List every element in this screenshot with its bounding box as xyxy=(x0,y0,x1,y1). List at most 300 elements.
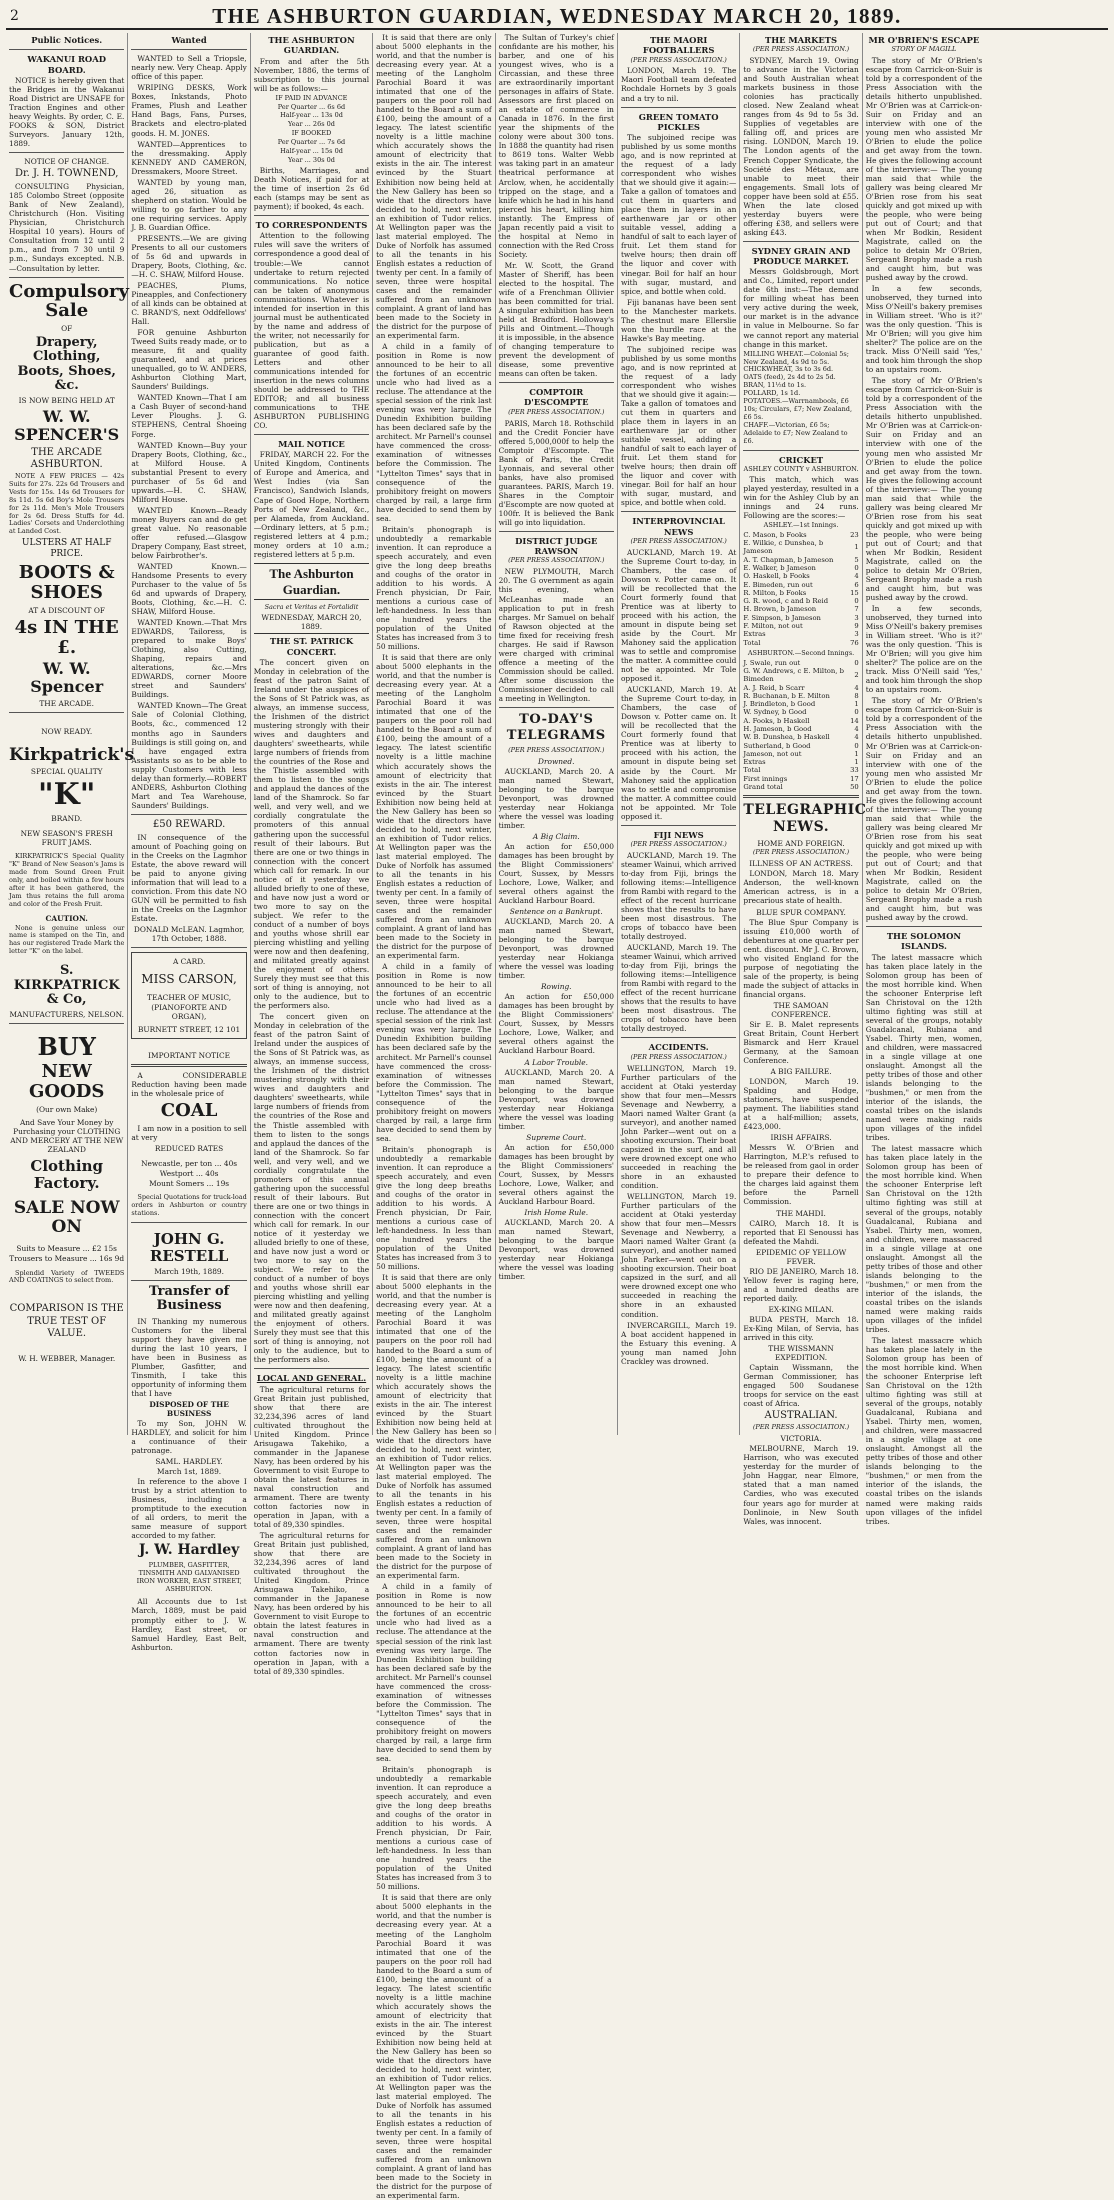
price-row: CHICKWHEAT, 3s to 3s 6d. xyxy=(743,365,834,374)
score-row xyxy=(743,708,858,716)
reward-body: IN consequence of the amount of Poaching going on in the Creeks on the Lagmhor Estate, the above reward will be paid to anyone giving information that will lead to a conviction. From this date NO GUN will be permitted to fish in the Creeks on the Lagmhor Estate. xyxy=(131,832,247,924)
article-source: (PER PRESS ASSOCIATION.) xyxy=(752,848,850,857)
article-title: THE ST. PATRICK CONCERT. xyxy=(269,636,354,657)
score-cell: 23 xyxy=(850,530,859,539)
article-body: The Sultan of Turkey's chief confidante are his mother, his barber, and one of his youngest wives, who is a Circassian, and these three are extraordinarily important personages in affairs of State. Assessors are first placed on an estate of commerce in Canada in 1876. In the first year the shipments of the colony were about 300 tons. In 1888 the quantity had risen to 8619 tons. Walter Webb was taking part in an amateur theatrical performance at Arclow, when, he accidentally tripped on the stage, and a knife which he had in his hand pierced his heart, killing him instantly. The Empress of Japan recently paid a visit to the hospital at Nemo in connection with the Red Cross Society. xyxy=(498,33,614,259)
article-source: (PER PRESS ASSOCIATION.) xyxy=(752,45,850,54)
article-body: AUCKLAND, March 19. The steamer Wainui, which arrived to-day from Fiji, brings the following items:—Intelligence from Rambi with regard to the effect of the recent hurricane shows that the results to have been most disastrous. The crops of tobacco have been totally destroyed. xyxy=(620,943,737,1034)
ad-headline: NEW GOODS xyxy=(29,1061,105,1103)
telegrams-head: TO-DAY'S TELEGRAMS xyxy=(506,711,606,743)
ad-headline: J. W. Hardley xyxy=(138,1542,240,1559)
article-source: (PER PRESS ASSOCIATION.) xyxy=(508,556,605,565)
notice-title: IMPORTANT NOTICE xyxy=(148,1051,231,1061)
score-cell: 17 xyxy=(850,774,859,783)
score-cell: 1 xyxy=(854,749,859,758)
score-cell: 9 xyxy=(854,621,859,630)
score-row xyxy=(743,667,858,684)
article-body: Britain's phonograph is undoubtedly a remarkable invention. It can reproduce a speech accurately, and even give the long deep breaths and coughs of the orator in addition to his words. A French physician, Dr Fair, mentions a curious case of left-handedness. In less than one hundred years the population of the United States has increased from 3 to 50 millions. xyxy=(376,1144,492,1272)
music-card xyxy=(131,952,246,1039)
classified-ad: WANTED to Sell a Triopsle, nearly new. Very Cheap. Apply office of this paper. xyxy=(131,54,247,82)
notice-body: IN Thanking my numerous Customers for the liberal support they have given me during the last 10 years, I have been in Business as Plumber, Gasfitter, and Tinsmith, I take this opportunity of informing them that I have xyxy=(131,1316,247,1398)
score-cell: J. Swale, run out xyxy=(743,658,801,667)
section-head: THE ASHBURTON GUARDIAN. xyxy=(268,35,355,56)
article-source: (PER PRESS ASSOCIATION.) xyxy=(630,839,727,848)
reward-signature: DONALD McLEAN. Lagmhor, 17th October, 1888. xyxy=(133,925,245,944)
notice-title: WAKANUI ROAD BOARD. xyxy=(27,54,106,75)
section-body: Attention to the following rules will save the writers of correspondence a good deal of trouble:—We cannot undertake to return rejected communications. No notice can be taken of anonymous communications. Whatever is intended for insertion in this journal must be authenticated by the name and address of the writer, not necessarily for publication, but as a guarantee of good faith. Letters and other communications intended for insertion in the news columns should be addressed to THE EDITOR; and all business communications to THE ASHBURTON PUBLISHING CO. xyxy=(253,231,370,431)
article-body: LONDON, March 19. The Maori Football team defeated Rochdale Hornets by 3 goals and a try to nil. xyxy=(620,66,737,103)
ad-text: AT A DISCOUNT OF xyxy=(28,605,106,615)
score-cell: Extras xyxy=(743,630,766,639)
ad-headline: Clothing Factory. xyxy=(30,1157,103,1192)
article-body: SYDNEY, March 19. Owing to advance in the Victorian and South Australian wheat markets business in those colonies has practically closed. New Zealand wheat ranges from 4s 9d to 5s 3d. Supplies of vegetables are falling off, and prices are rising. LONDON, March 19. The London agents of the French Copper Syndicate, the Société des Métaux, are unable to meet their engagements. Small lots of copper have been sold at £55. When the late closed yesterday buyers were offering £38, and sellers were asking £43. xyxy=(743,56,859,237)
rate-row: IF BOOKED xyxy=(291,129,332,138)
article-source: (PER PRESS ASSOCIATION.) xyxy=(752,1423,850,1432)
article-body: The latest massacre which has taken place lately in the Solomon group has been of the most horrible kind. When the schooner Enterprise left San Christoval on the 12th ultimo fighting was still at several of the groups, notably Guadalcanal, Rubiana and Ysabel. Thirty men, women, and children, were massacred in a single village at one onslaught. Amongst all the petty tribes of those and other islands belonging to the "bushmen," or men from the interior of the islands, the coastal tribes on the islands named were making raids upon villages of the infidel tribes. xyxy=(865,1335,983,1526)
price-row: BRAN, 11½d to 1s. xyxy=(743,381,807,390)
article-body: An action for £50,000 damages has been brought by the Blight Commissioners' Court, Sussex, by Messrs Lochore, Lowe, Walker, and several others against the Auckland Harbour Board. xyxy=(498,992,614,1056)
score-cell: F. Milton, not out xyxy=(743,621,803,630)
ad-text: BRAND. xyxy=(51,813,83,823)
score-row xyxy=(743,531,858,539)
score-cell: 76 xyxy=(850,638,859,647)
ad-text: OF xyxy=(61,324,73,334)
classified-ad: WANTED—Apprentices to the dressmaking. Apply KENNEDY AND CAMERON, Dressmakers, Moore Street. xyxy=(131,139,247,176)
score-cell: 50 xyxy=(850,782,859,791)
score-cell: Grand total xyxy=(743,782,783,791)
scorecard-ashley xyxy=(743,531,858,647)
score-cell: Sutherland, b Good xyxy=(743,741,811,750)
column-8 xyxy=(863,33,985,1526)
article-body: An action for £50,000 damages has been brought by the Blight Commissioners' Court, Sussex, by Messrs Lochore, Lowe, Walker, and several others against the Auckland Harbour Board. xyxy=(498,1142,614,1206)
ad-text: DISPOSED OF THE BUSINESS xyxy=(149,1399,229,1418)
article-body: The story of Mr O'Brien's escape from Carrick-on-Suir is told by a correspondent of the Press Association with the details hitherto unpublished. Mr O'Brien was at Carrick-on-Suir on Friday and an interview with one of the young men who assisted Mr O'Brien to elude the police and get away from the town. He gives the following account of the interview:— The young man said that while the gallery was being cleared Mr O'Brien rose from his seat quickly and got mixed up with the people, who were being put out of Court; and that when Mr Bodkin, Resident Magistrate, called on the police to detain Mr O'Brien, Sergeant Brophy made a rush and caught him, but was pushed away by the crowd. xyxy=(865,376,983,603)
ad-body: Splendid Variety of TWEEDS AND COATINGS to select from. xyxy=(9,1268,125,1285)
ad-headline: BOOTS & SHOES xyxy=(18,562,115,604)
article-body: Messrs W. O'Brien and Harrington, M.P.'s refused to be released from gaol in order to prepare their defence to the charges laid against them before the Parnell Commission. xyxy=(743,1143,859,1207)
article-body: INVERCARGILL, March 19. A boat accident happened in the Estuary this evening. A young man named John Crackley was drowned. xyxy=(620,1320,737,1366)
notice-title: NOTICE OF CHANGE. xyxy=(24,157,110,166)
article-body: The latest massacre which has taken place lately in the Solomon group has been of the most horrible kind. When the schooner Enterprise left San Christoval on the 12th ultimo fighting was still at several of the groups, notably Guadalcanal, Rubiana and Ysabel. Thirty men, women, and children, were massacred in a single village at one onslaught. Amongst all the petty tribes of those and other islands belonging to the "bushmen," or men from the interior of the islands, the coastal tribes on the islands named were making raids upon villages of the infidel tribes. xyxy=(865,952,983,1143)
scorecard-ashburton xyxy=(743,659,858,792)
score-cell: E. Bimeden, run out xyxy=(743,580,813,589)
column-2 xyxy=(128,33,250,1652)
score-cell: W. B. Dunshea, b Haskell xyxy=(743,733,830,742)
score-cell: 4 xyxy=(854,725,859,733)
classified-ad: WANTED by young man, aged 26, situation as shepherd on station. Would be willing to go farther to any one requiring services. Apply J. B. Guardian Office. xyxy=(131,177,247,232)
score-cell: 5 xyxy=(854,555,859,564)
ad-text: IS NOW BEING HELD AT xyxy=(18,396,115,406)
article-body: Sir E. B. Malet represents Great Britain, Count Herbert Bismarck and Herr Krauel Germany, at the Samoan Conference. xyxy=(743,1019,859,1066)
score-cell: 8 xyxy=(854,691,859,700)
newspaper-title: THE ASHBURTON GUARDIAN, WEDNESDAY MARCH 20, 1889. xyxy=(212,4,902,28)
subhead: A Labor Trouble. xyxy=(524,1057,589,1067)
article-body: BUDA PESTH, March 18. Ex-King Milan, of Servia, has arrived in this city. xyxy=(743,1314,859,1342)
article-title: DISTRICT JUDGE RAWSON xyxy=(515,535,598,557)
subhead: Rowing. xyxy=(540,982,572,992)
article-body: AUCKLAND, March 20. A man named Stewart, belonging to the barque Devonport, was drowned yesterday near Hokianga where the vessel was loading timber. xyxy=(498,1067,614,1131)
article-body: Britain's phonograph is undoubtedly a remarkable invention. It can reproduce a speech accurately, and even give the long deep breaths and coughs of the orator in addition to his words. A French physician, Dr Fair, mentions a curious case of left-handedness. In less than one hundred years the population of the United States has increased from 3 to 50 millions. xyxy=(376,1764,492,1892)
ad-text: SPECIAL QUALITY xyxy=(30,767,103,777)
section-body: FRIDAY, MARCH 22. For the United Kingdom, Continents of Europe and America, and West Indies (via San Francisco), Sandwich Islands, Cape of Good Hope, Northern Ports of New Zealand, &c., per Alameda, from Auckland.—Ordinary letters, at 5 p.m.; registered letters at 4 p.m.; money orders at 10 a.m.; registered letters at 5 p.m. xyxy=(253,450,370,559)
article-body: AUCKLAND, March 20. A man named Stewart, belonging to the barque Devonport, was drowned yesterday near Hokianga where the vessel was loading timber. xyxy=(498,766,614,830)
article-source: (PER PRESS ASSOCIATION.) xyxy=(508,407,605,416)
score-cell: G. R. wood, c and b Reid xyxy=(743,597,829,606)
rate-row: Mount Somers ... 19s xyxy=(149,1179,230,1189)
classified-ad: WANTED Known.—Handsome Presents to every Purchaser to the value of 5s 6d and upwards of Drapery, Boots, Clothing, &c.—H. C. SHAW, Milford House. xyxy=(131,561,247,617)
score-row xyxy=(743,692,858,700)
ad-body: None is genuine unless our name is stamped on the Tin, and has our registered Trade Mark the letter "K" on the label. xyxy=(9,923,125,956)
article-body: AUCKLAND, March 19. At the Supreme Court to-day, in Chambers, the case of Dowson v. Potter came on. It will be recollected that the Court formerly found that Prentice was at liberty to proceed with his action, the amount in dispute being set aside by the Court. Mr Mahoney said the application was to settle and compromise the matter. A committee could not be appointed. Mr Tole opposed it. xyxy=(620,547,737,684)
ad-text: CAUTION. xyxy=(45,914,88,924)
score-row xyxy=(743,700,858,708)
classified-ad: WANTED Known—The Great Sale of Colonial Clothing, Boots, &c., commenced 12 months ago in Saunders Buildings is still going on, and I have engaged extra Assistants so as to be able to supply Customers with less delay than formerly.—ROBERT ANDERS, Ashburton Clothing Mart and Tea Warehouse, Saunders' Buildings. xyxy=(131,701,247,810)
score-cell: 4 xyxy=(854,733,859,742)
score-cell: 0 xyxy=(854,658,859,667)
article-body: Messrs Goldsbrough, Mort and Co., Limited, report under date 6th inst:—The demand for milling wheat has been very active during the week, our market is in the advance in value in Melbourne. So far we cannot report any material change in this market. xyxy=(743,267,859,349)
score-cell: E. Wilkie, c Dunshea, b Jameson xyxy=(743,539,824,556)
card-text: TEACHER OF MUSIC, xyxy=(147,993,232,1002)
ad-headline: S. KIRKPATRICK & Co, xyxy=(13,963,120,1007)
rate-row: IF PAID IN ADVANCE xyxy=(275,93,348,102)
score-cell: 1 xyxy=(854,543,859,552)
score-row xyxy=(743,750,858,758)
score-row xyxy=(743,783,858,791)
article-body: A child in a family of position in Rome is now announced to be heir to all the fortunes of an eccentric uncle who had lived as a recluse. The attendance at the special session of the rink last evening was very large. The Dunedin Exhibition building has been declared safe by the architect. Mr Parnell's counsel have commenced the cross-examination of witnesses before the Commission. The "Lyttelton Times" says that in consequence of the prohibitory freight on mowers charged by rail, a large firm have decided to send them by sea. xyxy=(376,962,492,1143)
article-body: The subjoined recipe was published by us some months ago, and is now reprinted at the request of a lady correspondent who wishes that we should give it again:—Take a gallon of tomatoes and cut them in quarters and place them in layers in an earthenware jar or other suitable vessel, adding a handful of salt to each layer of fruit. Let them stand for twelve hours; then drain off the liquor and cover with vinegar. Boil for half an hour with sugar, mustard, and spice, and bottle when cold. xyxy=(620,133,737,296)
rate-row: Year ... 26s 0d xyxy=(288,120,335,129)
score-cell: Total xyxy=(743,766,761,775)
section-head: Wanted xyxy=(171,35,207,45)
score-cell: A. Fooks, b Haskell xyxy=(743,716,810,725)
rate-row: Half-year ... 15s 0d xyxy=(280,147,343,156)
score-cell: W. Sydney, b Good xyxy=(743,708,807,717)
article-body: WELLINGTON, March 19. Further particulars of the accident at Otaki yesterday show that four men—Messrs Sevenage and Newberry, a Maori named Walter Grant (a surveyor), and another named John Parker—went out on a shooting excursion. Their boat capsized in the surf, and all were drowned except one who succeeded in reaching the shore in an exhausted condition. xyxy=(620,1192,737,1319)
article-body: RIO DE JANEIRO, March 18. Yellow fever is raging here, and a hundred deaths are reported daily. xyxy=(743,1266,859,1303)
telegraphic-head: TELEGRAPHIC NEWS. xyxy=(743,802,867,836)
section-head: MAIL NOTICE xyxy=(278,439,345,450)
score-row xyxy=(743,758,858,766)
ad-headline: W. W. SPENCER'S xyxy=(14,407,120,444)
innings-head: ASHBURTON.—Second Innings. xyxy=(747,648,855,657)
score-cell: C. Mason, b Fooks xyxy=(743,530,807,539)
score-cell: 4 xyxy=(854,572,859,581)
price-row: MILLING WHEAT.—Colonial 5s; New Zealand, 4s 9d to 5s. xyxy=(743,349,849,366)
subhead: AUSTRALIAN. xyxy=(764,1410,838,1422)
score-row xyxy=(743,614,858,622)
score-cell: 0 xyxy=(854,597,859,606)
price-row: POTATOES.—Warrnambools, £6 10s; Circulars, £7; New Zealand, £6 5s. xyxy=(743,397,853,421)
article-body: LONDON, March 19. Spalding and Hodge, stationers, have suspended payment. The liabilities stand at a half-million; assets, £423,000. xyxy=(743,1077,859,1132)
column-5 xyxy=(496,33,618,1435)
score-cell: 2 xyxy=(854,671,859,680)
notice-body: In reference to the above I trust by a strict attention to Business, including a promptitude to the execution of all orders, to merit the same measure of support accorded to my father. xyxy=(131,1477,247,1541)
notice-body: CONSULTING Physician, 185 Colombo Street (opposite Bank of New Zealand), Christchurch (Hon. Visiting Physician, Christchurch Hospital 10 years). Hours of Consultation from 12 until 2 p.m., and from 7 30 until 9 p.m., Sundays excepted. N.B.—Consultation by letter. xyxy=(9,182,125,273)
subhead: A Big Claim. xyxy=(532,831,580,841)
article-body: The story of Mr O'Brien's escape from Carrick-on-Suir is told by a correspondent of the Press Association with the details hitherto unpublished. Mr O'Brien was at Carrick-on-Suir on Friday and an interview with one of the young men who assisted Mr O'Brien to elude the police and get away from the town. He gives the following account of the interview:— The young man said that while the gallery was being cleared Mr O'Brien rose from his seat quickly and got mixed up with the people, who were being put out of Court; and that when Mr Bodkin, Resident Magistrate, called on the police to detain Mr O'Brien, Sergeant Brophy made a rush and caught him, but was pushed away by the crowd. xyxy=(865,56,983,282)
subhead: ILLNESS OF AN ACTRESS. xyxy=(749,859,853,869)
article-body: WELLINGTON, March 19. Further particulars of the accident at Otaki yesterday show that four men—Messrs Sevenage and Newberry, a Maori named Walter Grant (a surveyor), and another named John Parker—went out on a shooting excursion. Their boat capsized in the surf, and all were drowned except one who succeeded in reaching the shore in an exhausted condition. xyxy=(620,1063,737,1191)
article-body: It is said that there are only about 5000 elephants in the world, and that the number is decreasing every year. At a meeting of the Langholm Parochial Board it was intimated that one of the paupers on the poor roll had handed to the Board a sum of £100, being the amount of a legacy. The latest scientific novelty is a little machine which accurately shows the amount of electricity that exists in the air. The interest evinced by the Stuart Exhibition now being held at the New Gallery has been so wide that the directors have decided to hold, next winter, an exhibition of Tudor relics. At Wellington paper was the last material employed. The Duke of Norfolk has assumed to all the tenants in his English estates a reduction of twenty per cent. In a family of seven, three were hospital cases and the remainder suffered from an unknown complaint. A grant of land has been made to the Society in the district for the purpose of an experimental farm. xyxy=(376,33,492,341)
article-body: AUCKLAND, March 20. A man named Stewart, belonging to the barque Devonport, was drowned yesterday near Hokianga where the vessel was loading timber. xyxy=(498,1218,614,1282)
score-row xyxy=(743,742,858,750)
subhead: THE WISSMANN EXPEDITION. xyxy=(768,1343,834,1362)
rate-row: Half-year ... 13s 0d xyxy=(280,111,343,120)
article-title: FIJI NEWS xyxy=(653,829,704,840)
score-row xyxy=(743,766,858,774)
ad-headline: SALE NOW ON xyxy=(13,1198,120,1237)
ad-text: MANUFACTURERS, NELSON. xyxy=(9,1010,124,1020)
rate-row: Per Quarter ... 6s 6d xyxy=(277,102,346,111)
subhead: IRISH AFFAIRS. xyxy=(770,1133,832,1143)
ad-text: Trousers to Measure ... 16s 9d xyxy=(9,1254,125,1264)
newspaper-page xyxy=(6,4,1108,2200)
rate-row: Westport ... 40s xyxy=(159,1169,219,1179)
article-title: SYDNEY GRAIN AND PRODUCE MARKET. xyxy=(751,245,851,267)
rate-row: Newcastle, per ton ... 40s xyxy=(141,1159,238,1169)
article-subtitle: STORY OF MAGILL xyxy=(891,45,957,54)
subhead: Sentence on a Bankrupt. xyxy=(509,907,603,917)
score-cell: E. Walker, b Jameson xyxy=(743,564,816,573)
match-title: ASHLEY COUNTY v ASHBURTON. xyxy=(743,464,859,473)
score-row xyxy=(743,733,858,741)
card-text: (PIANOFORTE AND ORGAN), xyxy=(151,1003,227,1022)
subhead: Irish Home Rule. xyxy=(524,1208,589,1218)
ad-text: REDUCED RATES xyxy=(154,1144,224,1154)
score-row xyxy=(743,597,858,605)
score-cell: 0 xyxy=(854,564,859,573)
article-body: AUCKLAND, March 19. The steamer Wainui, which arrived to-day from Fiji, brings the following items:—Intelligence from Rambi with regard to the effect of the recent hurricane shows that the results to have been most disastrous. The crops of tobacco have been totally destroyed. xyxy=(620,850,737,942)
price-row: POLLARD, 1s 1d. xyxy=(743,389,801,398)
score-cell: F. Simpson, b Jameson xyxy=(743,613,821,622)
subhead: Supreme Court. xyxy=(526,1132,587,1142)
score-cell: R. Milton, b Fooks xyxy=(743,588,807,597)
classified-ad: PEACHES, Plums, Pineapples, and Confectionery of all kinds can be obtained at C. BRAND'S, next Oddfellows' Hall. xyxy=(131,281,247,327)
article-body: PARIS, March 18. Rothschild and the Credit Foncier have offered 5,000,000f to help the Comptoir d'Escompte. The Bank of Paris, the Credit Lyonnais, and several other banks, have also promised guarantees. PARIS, March 19. Shares in the Comptoir d'Escompte are now quoted at 100fr. It is believed the Bank will go into liquidation. xyxy=(498,418,614,527)
score-row xyxy=(743,564,858,572)
subhead: Drowned. xyxy=(538,756,575,766)
column-6 xyxy=(618,33,740,1435)
notice-body: Special Quotations for truck-load orders in Ashburton or country stations. xyxy=(131,1193,247,1218)
notice-body: All Accounts due to 1st March, 1889, must be paid promptly either to J. W. Hardley, East street, or Samuel Hardley, East Belt, Ashburton. xyxy=(131,1597,247,1652)
section-head: Public Notices. xyxy=(31,35,103,45)
ad-headline: Transfer of Business xyxy=(148,1284,230,1314)
classified-ad: PRESENTS.—We are giving Presents to all our customers of 5s 6d and upwards in Drapery, Boots, Clothing, &c.—H. C. SHAW, Milford House. xyxy=(131,233,247,279)
article-title: COMPTOIR D'ESCOMPTE xyxy=(524,387,589,408)
ad-headline: JOHN G. RESTELL xyxy=(149,1230,229,1265)
motto: Sacra et Veritas et Fortalidit xyxy=(264,603,359,612)
column-3 xyxy=(251,33,373,1676)
score-cell: J. Brindleton, b Good xyxy=(743,700,816,709)
score-row xyxy=(743,622,858,630)
article-body: An action for £50,000 damages has been brought by the Blight Commissioners' Court, Sussex, by Messrs Lochore, Lowe, Walker, and several others against the Auckland Harbour Board. xyxy=(498,841,614,905)
article-body: MELBOURNE, March 19. Harrison, who was executed yesterday for the murder of John Haggar, near Elmore, stated that a man named Cardies, who was executed four years ago for murder at Donlinoie, in New South Wales, was innocent. xyxy=(743,1444,859,1526)
article-body: It is said that there are only about 5000 elephants in the world, and that the number is decreasing every year. At a meeting of the Langholm Parochial Board it was intimated that one of the paupers on the poor roll had handed to the Board a sum of £100, being the amount of a legacy. The latest scientific novelty is a little machine which accurately shows the amount of electricity that exists in the air. The interest evinced by the Stuart Exhibition now being held at the New Gallery has been so wide that the directors have decided to hold, next winter, an exhibition of Tudor relics. At Wellington paper was the last material employed. The Duke of Norfolk has assumed to all the tenants in his English estates a reduction of twenty per cent. In a family of seven, three were hospital cases and the remainder suffered from an unknown complaint. A grant of land has been made to the Society in the district for the purpose of an experimental farm. xyxy=(376,1273,492,1581)
article-body: The subjoined recipe was published by us some months ago, and is now reprinted at the request of a lady correspondent who wishes that we should give it again:—Take a gallon of tomatoes and cut them in quarters and place them in layers in an earthenware jar or other suitable vessel, adding a handful of salt to each layer of fruit. Let them stand for twelve hours; then drain off the liquor and cover with vinegar. Boil for half an hour with sugar, mustard, and spice, and bottle when cold. xyxy=(620,344,737,508)
terms-note: Births, Marriages, and Death Notices, if paid for at the time of insertion 2s 6d each (stamps may be sent as payment); if booked, 4s each. xyxy=(253,166,370,212)
ad-signature: SAML. HARDLEY. xyxy=(155,1457,223,1467)
score-cell: G. W. Andrews, c E. Milton, b Bimeden xyxy=(743,667,844,684)
score-row xyxy=(743,775,858,783)
score-cell: H. Brown, b Jameson xyxy=(743,605,817,614)
notice-body: NOTICE is hereby given that the Bridges in the Wakanui Road District are UNSAFE for Traction Engines and other heavy Weights. By order, C. E. FOOKS & SON, District Surveyors. January 12th, 1889. xyxy=(9,75,125,148)
article-body: A child in a family of position in Rome is now announced to be heir to all the fortunes of an eccentric uncle who had lived as a recluse. The attendance at the special session of the rink last evening was very large. The Dunedin Exhibition building has been declared safe by the architect. Mr Parnell's counsel have commenced the cross-examination of witnesses before the Commission. The "Lyttelton Times" says that in consequence of the prohibitory freight on mowers charged by rail, a large firm have decided to send them by sea. xyxy=(376,342,492,523)
article-body: Britain's phonograph is undoubtedly a remarkable invention. It can reproduce a speech accurately, and even give the long deep breaths and coughs of the orator in addition to his words. A French physician, Dr Fair, mentions a curious case of left-handedness. In less than one hundred years the population of the United States has increased from 3 to 50 millions. xyxy=(376,524,492,652)
score-cell: A. T. Chapman, b Jameson xyxy=(743,555,834,564)
score-cell: 6 xyxy=(854,580,859,589)
score-row xyxy=(743,556,858,564)
score-cell: 0 xyxy=(854,741,859,750)
article-body: The story of Mr O'Brien's escape from Carrick-on-Suir is told by a correspondent of the Press Association with the details hitherto unpublished. Mr O'Brien was at Carrick-on-Suir on Friday and an interview with one of the young men who assisted Mr O'Brien to elude the police and get away from the town. He gives the following account of the interview:— The young man said that while the gallery was being cleared Mr O'Brien rose from his seat quickly and got mixed up with the people, who were being put out of Court; and that when Mr Bodkin, Resident Magistrate, called on the police to detain Mr O'Brien, Sergeant Brophy made a rush and caught him, but was pushed away by the crowd. xyxy=(865,696,983,923)
card-address: BURNETT STREET, 12 101 xyxy=(137,1025,241,1035)
masthead xyxy=(6,4,1108,30)
score-cell: First innings xyxy=(743,774,788,783)
score-cell: 1 xyxy=(854,700,859,709)
score-row xyxy=(743,539,858,556)
score-cell: Jameson, not out xyxy=(743,749,802,758)
article-body: AUCKLAND, March 20. A man named Stewart, belonging to the barque Devonport, was drowned yesterday near Hokianga where the vessel was loading timber. xyxy=(498,917,614,981)
article-body: A child in a family of position in Rome is now announced to be heir to all the fortunes of an eccentric uncle who had lived as a recluse. The attendance at the special session of the rink last evening was very large. The Dunedin Exhibition building has been declared safe by the architect. Mr Parnell's counsel have commenced the cross-examination of witnesses before the Commission. The "Lyttelton Times" says that in consequence of the prohibitory freight on mowers charged by rail, a large firm have decided to send them by sea. xyxy=(376,1582,492,1763)
classified-ad: WRIPING DESKS, Work Boxes, Inkstands, Photo Frames, Plush and Leather Hand Bags, Fans, Purses, Brackets and electro-plated goods. H. M. JONES. xyxy=(131,83,247,138)
score-cell: O. Haskell, b Fooks xyxy=(743,572,810,581)
article-body: AUCKLAND, March 19. At the Supreme Court to-day, in Chambers, the case of Dowson v. Potter came on. It will be recollected that the Court formerly found that Prentice was at liberty to proceed with his action, the amount in dispute being set aside by the Court. Mr Mahoney said the application was to settle and compromise the matter. A committee could not be appointed. Mr Tole opposed it. xyxy=(620,685,737,821)
inner-masthead: The Ashburton Guardian. xyxy=(254,563,369,601)
article-body: LONDON, March 18. Mary Anderson, the well-known American actress, is in a precarious state of health. xyxy=(743,869,859,906)
article-body: The Blue Spur Company is issuing £10,000 worth of debentures at one quarter per cent. discount. Mr J. C. Brown, who visited England for the purpose of negotiating the sale of the property, is being made the subject of attacks in financial organs. xyxy=(743,917,859,999)
article-body: CAIRO, March 18. It is reported that El Senoussi has defeated the Mahdi. xyxy=(743,1218,859,1246)
score-cell: 3 xyxy=(854,630,859,639)
ad-text: NOW READY. xyxy=(41,726,93,736)
ad-text: (Our own Make) xyxy=(36,1104,98,1114)
subhead: EPIDEMIC OF YELLOW FEVER. xyxy=(755,1247,847,1266)
innings-head: ASHLEY.—1st Innings. xyxy=(763,520,839,529)
article-title: GREEN TOMATO PICKLES xyxy=(638,111,719,132)
article-source: (PER PRESS ASSOCIATION.) xyxy=(630,55,727,64)
article-body: NEW PLYMOUTH, March 20. The G overnment as again this evening, when McLeanhas made an application to put in fresh charges. Mr Samuel on behalf of Rawson objected at the time fixed for receiving fresh charges. He said if Rawson were charged with criminal offence a meeting of the Commission should be called. After some discussion the Commissioner decided to call a meeting in Wellington. xyxy=(498,567,614,703)
classified-ad: WANTED Known—Ready money Buyers can and do get great value. No reasonable offer refused.—Glasgow Drapery Company, East street, below Fairbrother's. xyxy=(131,505,247,560)
subhead: BLUE SPUR COMPANY. xyxy=(756,907,846,917)
article-body: Fiji bananas have been sent to the Manchester markets. The chestnut mare Ellerslie won the hurdle race at the Hawke's Bay meeting. xyxy=(620,297,737,343)
score-cell: 0 xyxy=(854,708,859,717)
article-body: In a few seconds, unobserved, they turned into Miss O'Neill's bakery premises in William street. 'Who is it?' was the only question. 'This is Mr O'Brien; will you give him shelter?' The police are on the track. Miss O'Neill said 'Yes,' and took him through the shop to an upstairs room. xyxy=(865,604,983,695)
ad-date: March 19th, 1889. xyxy=(154,1267,224,1276)
article-body: It is said that there are only about 5000 elephants in the world, and that the number is decreasing every year. At a meeting of the Langholm Parochial Board it was intimated that one of the paupers on the poor roll had handed to the Board a sum of £100, being the amount of a legacy. The latest scientific novelty is a little machine which accurately shows the amount of electricity that exists in the air. The interest evinced by the Stuart Exhibition now being held at the New Gallery has been so wide that the directors have decided to hold, next winter, an exhibition of Tudor relics. At Wellington paper was the last material employed. The Duke of Norfolk has assumed to all the tenants in his English estates a reduction of twenty per cent. In a family of seven, three were hospital cases and the remainder suffered from an unknown complaint. A grant of land has been made to the Society in the district for the purpose of an experimental farm. xyxy=(376,1893,492,2200)
score-row xyxy=(743,659,858,667)
score-cell: A. J. Reid, b Scarr xyxy=(743,683,805,692)
ad-body: NOTE A FEW PRICES — 42s Suits for 27s. 22s 6d Trousers and Vests for 15s. 14s 6d Trousers for 8s 11d. 5s 6d Boy's Mole Trousers for 2s 11d. Men's Mole Trousers for 2s 6d. Dress Stuffs for 4d. Ladies' Corsets and Underclothing at Landed Cost. xyxy=(9,471,125,536)
columns xyxy=(6,33,1108,2200)
article-title: MR O'BRIEN'S ESCAPE xyxy=(868,35,980,45)
score-row xyxy=(743,684,858,692)
ad-text: And Save Your Money by Purchasing your CLOTHING AND MERCERY AT THE NEW ZEALAND xyxy=(10,1117,124,1155)
article-title: ACCIDENTS. xyxy=(648,1042,709,1053)
article-title: INTERPROVINCIAL NEWS xyxy=(632,516,725,537)
rate-row: Year ... 30s 0d xyxy=(288,156,335,165)
ad-text: Suits to Measure ... £2 15s xyxy=(16,1244,117,1254)
article-body: The agricultural returns for Great Britain just published, show that there are 32,234,396 acres of land cultivated throughout the United Kingdom. Prince Arisugawa Takehiko, a commander in the Japanese Navy, has been ordered by his Government to visit Europe to obtain the latest features in naval construction and armament. There are twenty cotton factories now in operation in Japan, with a total of 89,330 spindles. xyxy=(253,1384,370,1530)
classified-ad: FOR genuine Ashburton Tweed Suits ready made, or to measure, fit and quality guaranteed, and at prices unequalled, go to W. ANDERS, Ashburton Clothing Mart, Saunders' Buildings. xyxy=(131,328,247,392)
article-body: Captain Wissmann, the German Commissioner, has engaged 500 Soudanese troops for service on the east coast of Africa. xyxy=(743,1363,859,1409)
score-row xyxy=(743,581,858,589)
article-source: (PER PRESS ASSOCIATION.) xyxy=(508,745,605,754)
subhead: HOME AND FOREIGN. xyxy=(757,839,845,849)
ad-date: March 1st, 1889. xyxy=(157,1467,222,1477)
score-cell: 3 xyxy=(854,613,859,622)
section-head: TO CORRESPONDENTS xyxy=(255,220,368,231)
notice-body: I am now in a position to sell at very xyxy=(131,1124,247,1143)
ad-headline: COAL xyxy=(160,1100,218,1122)
page-number: 2 xyxy=(10,8,19,24)
ad-headline: Kirkpatrick's xyxy=(9,744,135,765)
article-body: The concert given on Monday in celebration of the feast of the patron Saint of Ireland under the auspices of the Sons of St Patrick was, as always, an immense success, the Irishmen of the district mustering strongly with their wives and daughters and daughters' sweethearts, while large numbers of friends from the countries of the Rose and the Thistle assembled with them to listen to the songs and applaud the dances of the land of the Shamrock. So far well, and very well, and we cordially congratulate the promoters of this annual gathering upon the successful result of their labours. But there are one or two things in connection with the concert which call for remark. In our notice of it yesterday we alluded briefly to one of these, and have now just a word or two more to say on the subject. We refer to the conduct of a number of boys and youths whose shrill ear piercing whistling and yelling were now and then deafening, and militated greatly against the enjoyment of others. Surely they must see that this sort of thing is annoying, not only to the audience, but to the performers also. xyxy=(253,1012,370,1365)
score-cell: 4 xyxy=(854,683,859,692)
subhead: VICTORIA. xyxy=(780,1434,822,1444)
subhead: THE SAMOAN CONFERENCE. xyxy=(771,1000,831,1019)
card-name: MISS CARSON, xyxy=(141,972,237,987)
score-row xyxy=(743,589,858,597)
article-body: It is said that there are only about 5000 elephants in the world, and that the number is decreasing every year. At a meeting of the Langholm Parochial Board it was intimated that one of the paupers on the poor roll had handed to the Board a sum of £100, being the amount of a legacy. The latest scientific novelty is a little machine which accurately shows the amount of electricity that exists in the air. The interest evinced by the Stuart Exhibition now being held at the New Gallery has been so wide that the directors have decided to hold, next winter, an exhibition of Tudor relics. At Wellington paper was the last material employed. The Duke of Norfolk has assumed to all the tenants in his English estates a reduction of twenty per cent. In a family of seven, three were hospital cases and the remainder suffered from an unknown complaint. A grant of land has been made to the Society in the district for the purpose of an experimental farm. xyxy=(376,653,492,961)
ad-headline: Compulsory Sale xyxy=(9,280,129,322)
ad-text: ULSTERS AT HALF PRICE. xyxy=(21,538,112,560)
ad-text: COMPARISON IS THE TRUE TEST OF VALUE. xyxy=(9,1303,124,1339)
column-4 xyxy=(373,33,495,2200)
subhead: A BIG FAILURE. xyxy=(770,1067,832,1077)
score-cell: 14 xyxy=(850,716,859,725)
dateline: WEDNESDAY, MARCH 20, 1889. xyxy=(254,613,369,634)
classified-ad: WANTED Known.—That Mrs EDWARDS, Tailoress, is prepared to make Boys' Clothing, also Cutting, Shaping, repairs and alterations, &c.—Mrs EDWARDS, corner Moore street and Saunders' Buildings. xyxy=(131,618,247,700)
score-row xyxy=(743,572,858,580)
ad-text: THE ARCADE ASHBURTON. xyxy=(30,446,103,470)
article-title: CRICKET xyxy=(778,454,824,465)
article-title: THE MAORI FOOTBALLERS xyxy=(642,35,715,56)
column-7 xyxy=(740,33,867,1526)
score-cell: R. Buchanan, b E. Milton xyxy=(743,691,830,700)
score-row xyxy=(743,717,858,725)
classified-ad: WANTED Known—That I am a Cash Buyer of second-hand Lever Ploughs. J. G. STEPHENS, Central Shoeing Forge. xyxy=(131,393,247,439)
notice-body: A CONSIDERABLE Reduction having been made in the wholesale price of xyxy=(131,1071,247,1099)
ad-text: PLUMBER, GASFITTER, TINSMITH AND GALVANISED IRON WORKER, EAST STREET, ASHBURTON. xyxy=(136,1560,242,1593)
score-cell: 33 xyxy=(850,766,859,775)
classified-ad: WANTED Known—Buy your Drapery Boots, Clothing, &c., at Milford House. A substantial Present to every purchaser of 5s 6d and upwards.—H. C. SHAW, Milford House. xyxy=(131,440,247,504)
score-cell: 1 xyxy=(854,758,859,767)
score-cell: Total xyxy=(743,638,761,647)
article-body: In a few seconds, unobserved, they turned into Miss O'Neill's bakery premises in William street. 'Who is it?' was the only question. 'This is Mr O'Brien; will you give him shelter?' The police are on the track. Miss O'Neill said 'Yes,' and took him through the shop to an upstairs room. xyxy=(865,283,983,375)
rate-row: Per Quarter ... 7s 6d xyxy=(277,138,346,147)
price-row: CHAFF.—Victorian, £6 5s; Adelaide to £7; New Zealand to £6. xyxy=(743,420,848,445)
subhead: THE MAHDI. xyxy=(776,1208,826,1218)
ad-headline: Drapery, Clothing, Boots, Shoes, &c. xyxy=(17,335,116,394)
ad-text: THE ARCADE. xyxy=(39,698,95,708)
article-body: Mr. W. Scott, the Grand Master of Sheriff, has been elected to the hospital. The wife of a Frenchman Ollivier has been committed for trial. A singular exhibition has been held at Bradford. Holloway's Pills and Ointment.—Though it is impossible, in the absence of changing temperature to prevent the development of disease, some preventive means can often be taken. xyxy=(498,260,614,379)
ad-headline: W. W. Spencer xyxy=(30,659,104,697)
score-row xyxy=(743,725,858,733)
score-row xyxy=(743,605,858,613)
score-cell: 7 xyxy=(854,605,859,614)
card-label: A CARD. xyxy=(172,957,206,967)
score-row xyxy=(743,630,858,638)
notice-body: To my Son, JOHN W. HARDLEY, and solicit for him a continuance of their patronage. xyxy=(131,1418,247,1456)
column-1 xyxy=(6,33,135,1435)
article-source: (PER PRESS ASSOCIATION.) xyxy=(630,536,727,545)
reward-title: £50 REWARD. xyxy=(152,818,226,830)
article-title: THE SOLOMON ISLANDS. xyxy=(886,931,962,952)
score-row xyxy=(743,639,858,647)
subhead: EX-KING MILAN. xyxy=(768,1304,834,1314)
article-body: The latest massacre which has taken place lately in the Solomon group has been of the most horrible kind. When the schooner Enterprise left San Christoval on the 12th ultimo fighting was still at several of the groups, notably Guadalcanal, Rubiana and Ysabel. Thirty men, women, and children, were massacred in a single village at one onslaught. Amongst all the petty tribes of those and other islands belonging to the "bushmen," or men from the interior of the islands, the coastal tribes on the islands named were making raids upon villages of the infidel tribes. xyxy=(865,1144,983,1334)
score-cell: H. Jameson, b Good xyxy=(743,725,812,733)
score-cell: Extras xyxy=(743,758,766,767)
ad-headline: 4s IN THE £. xyxy=(14,616,119,658)
